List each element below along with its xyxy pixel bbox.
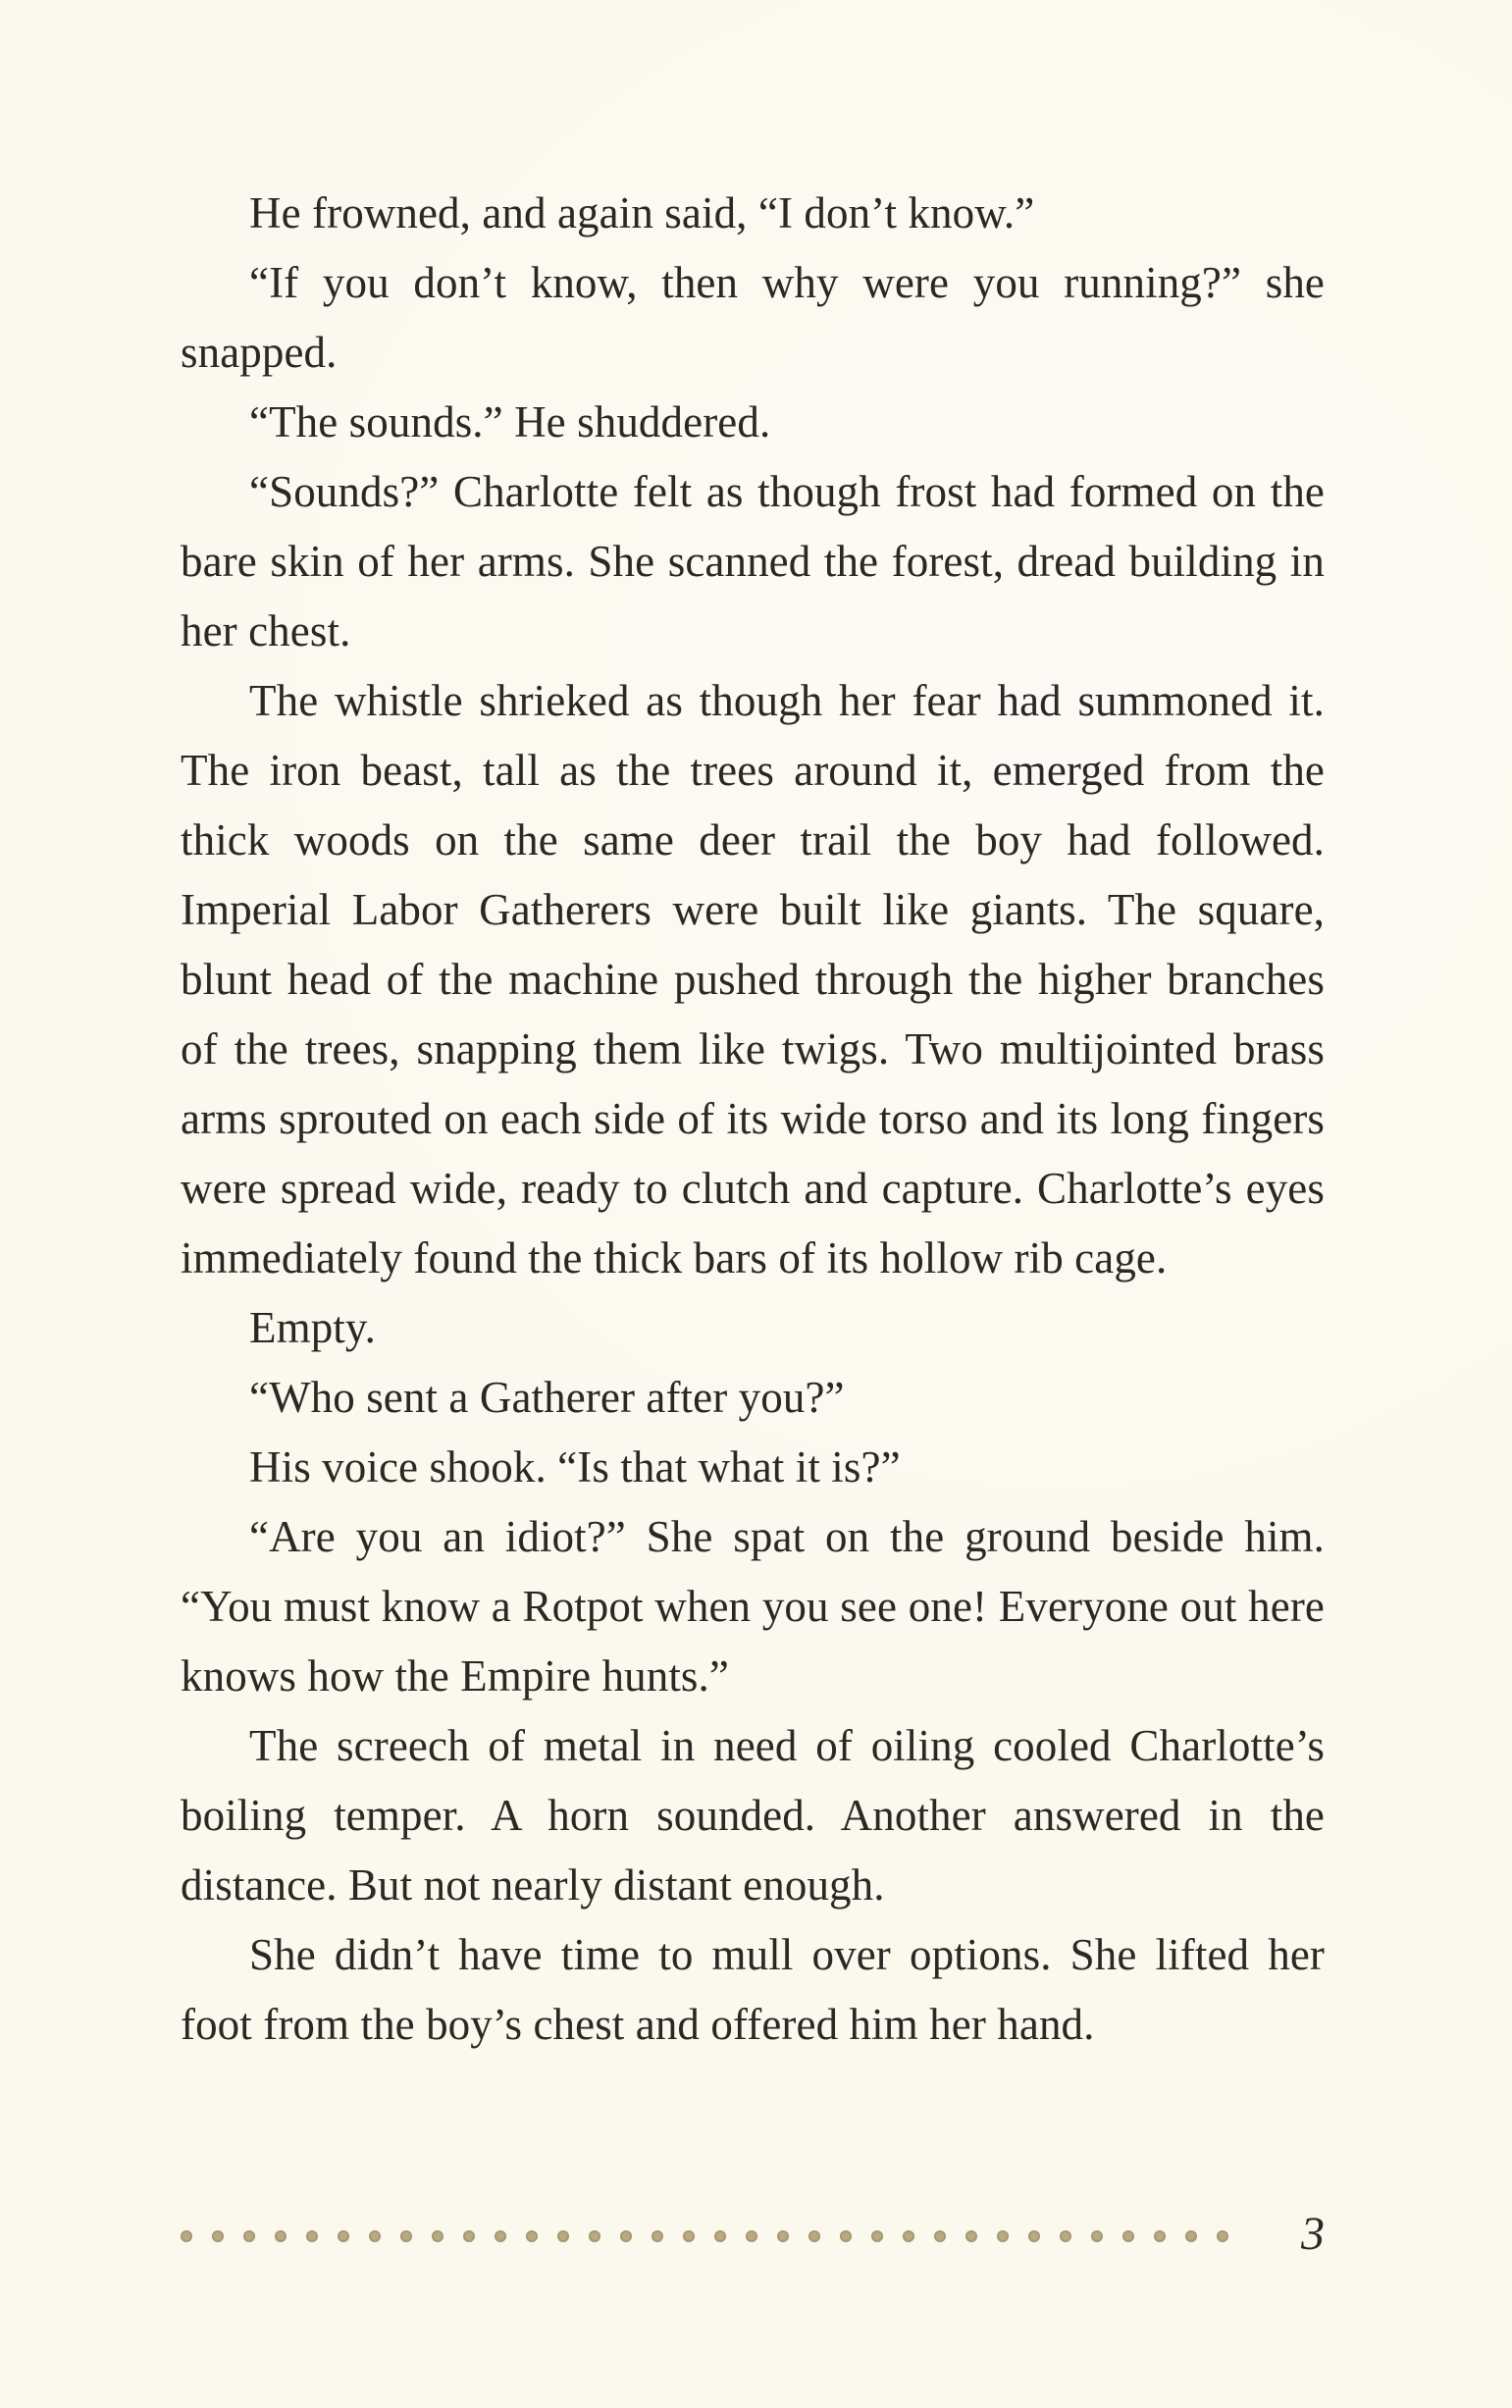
dot-ornament <box>275 2230 287 2242</box>
dot-ornament <box>432 2230 443 2242</box>
dot-ornament <box>746 2230 757 2242</box>
paragraph-1: He frowned, and again said, “I don’t know.” <box>249 188 1035 237</box>
dot-ornament <box>400 2230 412 2242</box>
paragraph-8: His voice shook. “Is that what it is?” <box>249 1442 901 1492</box>
dot-ornament <box>463 2230 475 2242</box>
paragraph-2: “If you don’t know, then why were you running?” she snapped. <box>181 258 1325 377</box>
paragraph-3: “The sounds.” He shuddered. <box>249 397 771 446</box>
paragraph-10: The screech of metal in need of oiling cooled Charlotte’s boiling temper. A horn sounded. Another answered in the distance. But not nearly distant enough. <box>181 1721 1325 1910</box>
dot-ornament <box>212 2230 224 2242</box>
dot-ornament <box>1091 2230 1103 2242</box>
dot-ornament <box>652 2230 663 2242</box>
page-number: 3 <box>1301 2208 1325 2260</box>
dot-ornament <box>495 2230 506 2242</box>
body-text <box>181 179 1325 2060</box>
paragraph-11: She didn’t have time to mull over options. She lifted her foot from the boy’s chest and offered him her hand. <box>181 1930 1325 2049</box>
dot-ornament <box>369 2230 381 2242</box>
dot-ornament <box>243 2230 255 2242</box>
dot-ornament <box>965 2230 977 2242</box>
dot-ornament <box>903 2230 914 2242</box>
dot-ornament <box>526 2230 538 2242</box>
dot-ornament <box>683 2230 695 2242</box>
dot-ornament <box>557 2230 569 2242</box>
dot-ornament <box>840 2230 852 2242</box>
dot-ornament <box>1122 2230 1134 2242</box>
dot-ornament <box>181 2230 192 2242</box>
dot-ornament <box>714 2230 726 2242</box>
dot-ornament <box>589 2230 600 2242</box>
dot-ornament <box>777 2230 789 2242</box>
dot-ornament <box>1060 2230 1071 2242</box>
page-footer <box>181 2205 1325 2264</box>
paragraph-9: “Are you an idiot?” She spat on the ground beside him. “You must know a Rotpot when you see one! Everyone out here knows how the Empire hunts.” <box>181 1512 1325 1701</box>
dot-ornament <box>306 2230 318 2242</box>
paragraph-5: The whistle shrieked as though her fear had summoned it. The iron beast, tall as the trees around it, emerged from the thick woods on the same deer trail the boy had followed. Imperial Labor Gatherers were built like giants. The square, blunt head of the machine pushed through the higher branches of the trees, snapping them like twigs. Two multijointed brass arms sprouted on each side of its wide torso and its long fingers were spread wide, ready to clutch and capture. Charlotte’s eyes immediately found the thick bars of its hollow rib cage. <box>181 676 1325 1283</box>
paragraph-7: “Who sent a Gatherer after you?” <box>249 1373 845 1422</box>
dot-ornament <box>1185 2230 1197 2242</box>
dot-ornament <box>1154 2230 1166 2242</box>
dot-ornament <box>620 2230 632 2242</box>
dot-ornament <box>871 2230 883 2242</box>
dot-ornament <box>997 2230 1009 2242</box>
dot-ornament <box>934 2230 946 2242</box>
paragraph-4: “Sounds?” Charlotte felt as though frost had formed on the bare skin of her arms. She scanned the forest, dread building in her chest. <box>181 467 1325 655</box>
dot-ornament <box>1028 2230 1040 2242</box>
dot-ornament <box>338 2230 349 2242</box>
decorative-dot-rule <box>181 2226 1228 2246</box>
dot-ornament <box>1217 2230 1228 2242</box>
paragraph-6: Empty. <box>249 1303 376 1352</box>
dot-ornament <box>808 2230 820 2242</box>
